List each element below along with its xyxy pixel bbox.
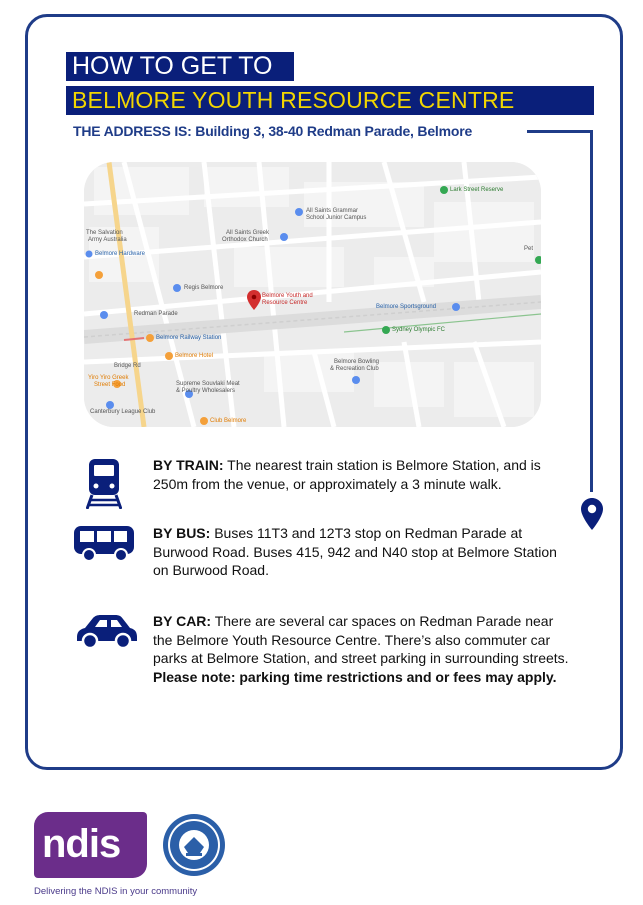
footer-tagline: Delivering the NDIS in your community (34, 886, 198, 897)
map-label-youth-centre-2: Resource Centre (262, 300, 308, 306)
map-label-souvlaki-2: & Poultry Wholesalers (176, 388, 236, 394)
map-label-greek-church-2: Orthodox Church (222, 237, 268, 243)
map-label-bowling: Belmore Bowling (334, 359, 380, 365)
map-label-club: Club Belmore (210, 418, 247, 424)
bus-text: Buses 11T3 and 12T3 stop on Redman Parade at Burwood Road. Buses 415, 942 and N40 stop at Belmore Station on Burwood Road. (153, 525, 557, 578)
map-label-salvation: The Salvation (86, 230, 123, 236)
map-label-bridge: Bridge Rd (114, 363, 141, 369)
ndis-logo-text: ndis (42, 822, 121, 866)
map-label-grammar: All Saints Grammar (306, 208, 359, 214)
map-label-regis: Regis Belmore (184, 285, 224, 291)
map-label-greek-church: All Saints Greek (226, 230, 270, 236)
train-label: BY TRAIN: (153, 457, 224, 473)
map-label-sportsground: Belmore Sportsground (376, 304, 437, 310)
car-label: BY CAR: (153, 613, 212, 629)
car-info (153, 612, 573, 686)
car-note: Please note: parking time restrictions and or fees may apply. (153, 668, 557, 685)
map-label-sydney-olympic: Sydney Olympic FC (392, 327, 446, 333)
route-line-horizontal (527, 130, 593, 133)
map-label-pet: Pet (524, 246, 534, 252)
train-text: The nearest train station is Belmore Station, and is 250m from the venue, or approximately a 3 minute walk. (153, 457, 541, 492)
map-label-railway: Belmore Railway Station (156, 335, 222, 341)
title-line-1: HOW TO GET TO (66, 52, 294, 81)
car-text: There are several car spaces on Redman Parade near the Belmore Youth Resource Centre. There’s also commuter car parks at Belmore Station, and street parking in surrounding streets. (153, 613, 569, 666)
train-info (153, 456, 573, 493)
route-line-vertical (590, 130, 593, 492)
map-label-salvation-2: Army Australia (88, 237, 127, 243)
location-pin-icon (581, 498, 603, 530)
map-label-canterbury: Canterbury League Club (90, 409, 156, 415)
map-label-grammar-2: School Junior Campus (306, 215, 367, 221)
map-label-bowling-2: & Recreation Club (330, 366, 379, 372)
map-label-yiro: Yiro Yiro Greek (88, 375, 129, 381)
location-map[interactable] (84, 162, 541, 427)
map-label-youth-centre: Belmore Youth and (262, 293, 313, 299)
map-label-lark: Lark Street Reserve (450, 187, 504, 193)
train-icon (86, 459, 122, 509)
map-label-hotel: Belmore Hotel (175, 353, 214, 359)
bus-icon (73, 525, 139, 563)
map-label-yiro-2: Street Food (94, 382, 126, 388)
map-label-hardware: Belmore Hardware (95, 251, 146, 257)
map-label-redman: Redman Parade (134, 311, 178, 317)
title-line-2: BELMORE YOUTH RESOURCE CENTRE (66, 86, 594, 115)
map-label-souvlaki: Supreme Souvlaki Meat (176, 381, 240, 387)
address-text: THE ADDRESS IS: Building 3, 38-40 Redman Parade, Belmore (73, 123, 473, 139)
bus-info (153, 524, 573, 580)
organisation-seal-icon (162, 813, 226, 877)
bus-label: BY BUS: (153, 525, 211, 541)
ndis-logo (34, 812, 147, 878)
car-icon (73, 615, 139, 649)
